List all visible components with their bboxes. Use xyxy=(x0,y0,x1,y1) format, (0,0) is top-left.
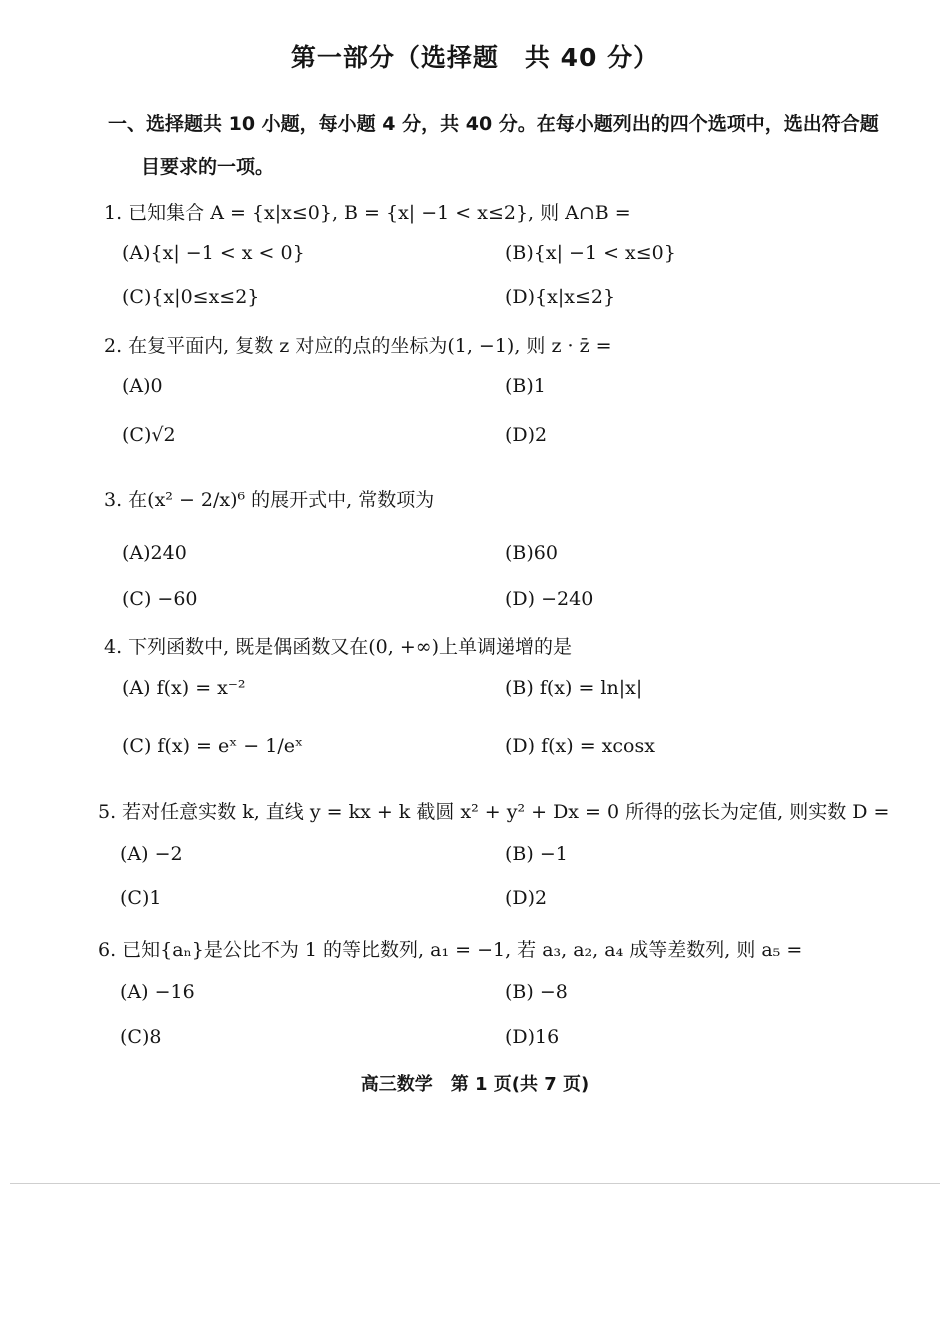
question-6-option-a[interactable]: (A) −16 xyxy=(120,981,195,1003)
instructions-line-1: 一、选择题共 10 小题，每小题 4 分，共 40 分。在每小题列出的四个选项中，选出符合题 xyxy=(108,113,879,135)
question-1-option-d[interactable]: (D){x|x≤2} xyxy=(505,286,616,308)
question-4-option-a[interactable]: (A) f(x) = x⁻² xyxy=(122,677,246,699)
question-3-option-c[interactable]: (C) −60 xyxy=(122,588,198,610)
question-6-option-b[interactable]: (B) −8 xyxy=(505,981,568,1003)
question-2-option-c[interactable]: (C)√2 xyxy=(122,424,176,446)
question-5-stem: 5. 若对任意实数 k, 直线 y = kx + k 截圆 x² + y² + Dx = 0 所得的弦长为定值, 则实数 D = xyxy=(98,801,890,823)
question-3-stem: 3. 在(x² − 2/x)⁶ 的展开式中, 常数项为 xyxy=(104,489,435,511)
instructions-line-2: 目要求的一项。 xyxy=(141,156,275,178)
question-3-option-d[interactable]: (D) −240 xyxy=(505,588,594,610)
page-footer: 高三数学 第 1 页(共 7 页) xyxy=(360,1074,590,1095)
question-3-option-b[interactable]: (B)60 xyxy=(505,542,558,564)
question-3-option-a[interactable]: (A)240 xyxy=(122,542,187,564)
question-5-option-a[interactable]: (A) −2 xyxy=(120,843,183,865)
question-2-option-d[interactable]: (D)2 xyxy=(505,424,548,446)
question-2-option-b[interactable]: (B)1 xyxy=(505,375,546,397)
question-1-option-b[interactable]: (B){x| −1 < x≤0} xyxy=(505,242,676,264)
question-2-stem: 2. 在复平面内, 复数 z 对应的点的坐标为(1, −1), 则 z · z̄ = xyxy=(104,335,612,357)
question-5-option-d[interactable]: (D)2 xyxy=(505,887,548,909)
question-4-option-c[interactable]: (C) f(x) = eˣ − 1/eˣ xyxy=(122,735,304,757)
question-4-option-b[interactable]: (B) f(x) = ln|x| xyxy=(505,677,643,699)
question-6-option-c[interactable]: (C)8 xyxy=(120,1026,162,1048)
section-title: 第一部分（选择题 共 40 分） xyxy=(290,43,660,72)
question-1-option-c[interactable]: (C){x|0≤x≤2} xyxy=(122,286,260,308)
question-5-option-c[interactable]: (C)1 xyxy=(120,887,162,909)
question-2-option-a[interactable]: (A)0 xyxy=(122,375,163,397)
question-4-stem: 4. 下列函数中, 既是偶函数又在(0, +∞)上单调递增的是 xyxy=(104,636,572,658)
question-1-stem: 1. 已知集合 A = {x|x≤0}, B = {x| −1 < x≤2}, 则 A∩B = xyxy=(104,202,631,224)
question-6-stem: 6. 已知{aₙ}是公比不为 1 的等比数列, a₁ = −1, 若 a₃, a₂, a₄ 成等差数列, 则 a₅ = xyxy=(98,939,803,961)
question-1-option-a[interactable]: (A){x| −1 < x < 0} xyxy=(122,242,305,264)
question-6-option-d[interactable]: (D)16 xyxy=(505,1026,560,1048)
question-5-option-b[interactable]: (B) −1 xyxy=(505,843,568,865)
question-4-option-d[interactable]: (D) f(x) = xcosx xyxy=(505,735,655,757)
page-divider xyxy=(10,1183,940,1184)
